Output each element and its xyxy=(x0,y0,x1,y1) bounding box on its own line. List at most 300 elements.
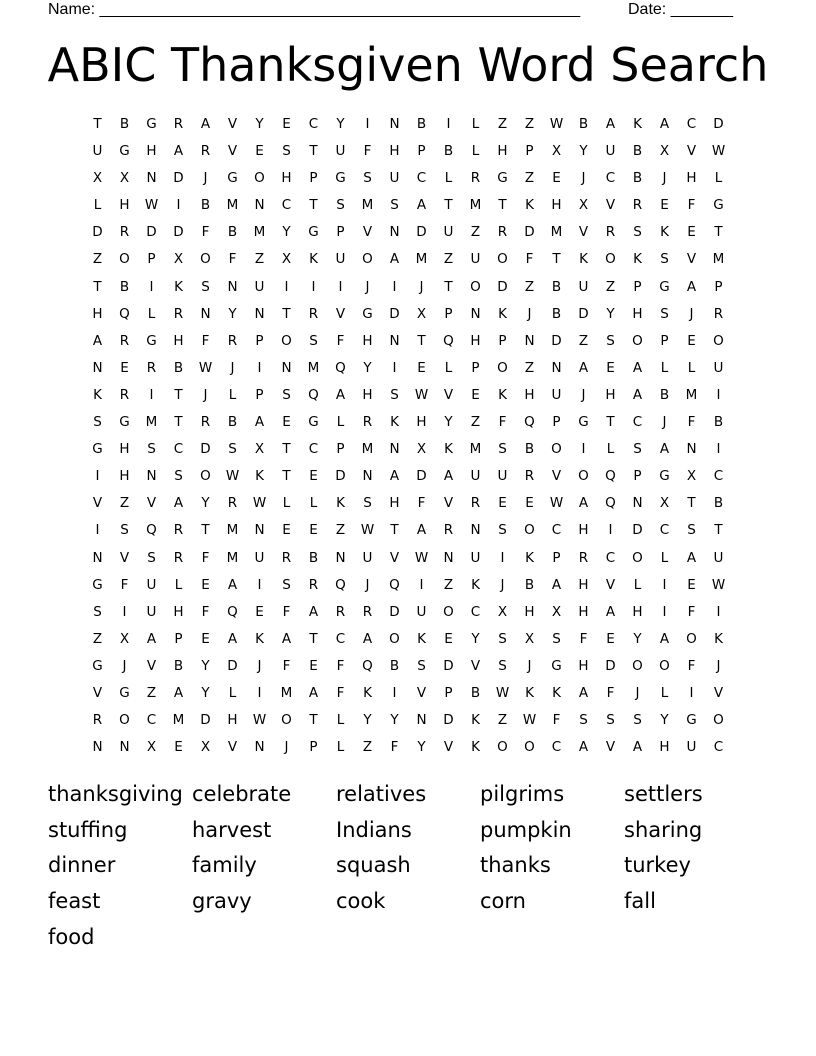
grid-cell: P xyxy=(552,414,561,431)
grid-cell: N xyxy=(254,305,265,322)
grid-cell: Z xyxy=(524,278,535,295)
grid-cell: V xyxy=(119,549,130,566)
grid-cell: S xyxy=(390,386,399,403)
grid-cell: A xyxy=(281,630,292,647)
grid-cell: S xyxy=(660,251,669,268)
grid-cell: K xyxy=(471,739,480,756)
grid-cell: N xyxy=(470,305,481,322)
grid-cell: M xyxy=(712,251,725,268)
grid-cell: L xyxy=(444,170,453,187)
grid-cell: F xyxy=(336,657,345,674)
grid-cell: I xyxy=(338,278,343,295)
grid-cell: S xyxy=(282,386,291,403)
grid-cell: Z xyxy=(524,359,535,376)
grid-cell: O xyxy=(281,332,292,349)
grid-cell: N xyxy=(389,441,400,458)
grid-cell: A xyxy=(605,603,616,620)
grid-cell: U xyxy=(416,603,427,620)
grid-cell: A xyxy=(335,386,346,403)
grid-cell: F xyxy=(363,143,372,160)
grid-cell: F xyxy=(201,549,210,566)
grid-cell: P xyxy=(633,278,642,295)
grid-row xyxy=(84,192,732,219)
word-list-item: settlers xyxy=(624,782,703,806)
grid-cell: I xyxy=(122,603,127,620)
word-list-item: food xyxy=(48,924,95,949)
grid-cell: O xyxy=(200,251,211,268)
grid-cell: Y xyxy=(606,305,615,322)
grid-cell: U xyxy=(605,143,616,160)
grid-cell: G xyxy=(308,414,319,431)
grid-cell: E xyxy=(525,495,534,512)
grid-cell: A xyxy=(92,332,103,349)
grid-cell: Z xyxy=(335,522,346,539)
grid-cell: O xyxy=(497,739,508,756)
grid-cell: T xyxy=(282,468,291,485)
grid-cell: R xyxy=(173,116,184,132)
word-list-item: Indians xyxy=(336,817,412,842)
grid-row xyxy=(84,626,732,653)
grid-cell: I xyxy=(500,549,505,566)
grid-cell: Z xyxy=(92,251,103,268)
grid-row xyxy=(84,463,732,490)
grid-cell: Z xyxy=(119,495,130,512)
grid-cell: B xyxy=(173,359,184,376)
grid-cell: F xyxy=(687,414,696,431)
grid-cell: A xyxy=(227,630,238,647)
grid-cell: G xyxy=(92,657,103,674)
page-title: ABIC Thanksgiven Word Search xyxy=(47,38,769,92)
grid-cell: N xyxy=(119,739,130,756)
grid-cell: X xyxy=(524,630,535,647)
grid-cell: U xyxy=(686,739,697,756)
grid-cell: F xyxy=(687,197,696,214)
grid-row xyxy=(84,653,732,680)
grid-cell: S xyxy=(687,522,696,539)
grid-cell: B xyxy=(200,197,211,214)
grid-cell: A xyxy=(632,359,643,376)
grid-cell: T xyxy=(714,522,723,539)
grid-cell: F xyxy=(579,630,588,647)
word-list-item: family xyxy=(192,853,257,878)
grid-row xyxy=(84,436,732,463)
grid-cell: Z xyxy=(362,739,373,756)
grid-cell: P xyxy=(417,143,426,160)
grid-cell: L xyxy=(228,386,237,403)
grid-cell: U xyxy=(497,468,508,485)
grid-cell: V xyxy=(470,657,481,674)
grid-cell: A xyxy=(416,522,427,539)
grid-cell: L xyxy=(471,116,480,132)
grid-cell: F xyxy=(525,251,534,268)
grid-cell: U xyxy=(254,278,265,295)
grid-cell: T xyxy=(174,414,183,431)
grid-cell: E xyxy=(120,359,129,376)
grid-cell: H xyxy=(362,386,373,403)
grid-cell: P xyxy=(471,359,480,376)
grid-cell: U xyxy=(335,251,346,268)
grid-cell: N xyxy=(254,522,265,539)
grid-cell: U xyxy=(470,549,481,566)
grid-cell: T xyxy=(687,495,696,512)
grid-cell: B xyxy=(524,576,535,593)
grid-cell: M xyxy=(469,197,482,214)
grid-cell: O xyxy=(443,603,454,620)
grid-cell: R xyxy=(335,603,346,620)
grid-cell: U xyxy=(146,603,157,620)
grid-cell: H xyxy=(173,603,184,620)
grid-cell: H xyxy=(470,332,481,349)
grid-cell: E xyxy=(309,468,318,485)
grid-cell: I xyxy=(257,576,262,593)
grid-cell: F xyxy=(201,332,210,349)
grid-cell: R xyxy=(524,468,535,485)
grid-cell: B xyxy=(551,278,562,295)
grid-cell: K xyxy=(309,251,318,268)
grid-cell: S xyxy=(498,441,507,458)
grid-cell: L xyxy=(660,549,669,566)
grid-cell: N xyxy=(254,197,265,214)
grid-cell: A xyxy=(173,143,184,160)
grid-row xyxy=(84,246,732,273)
grid-cell: E xyxy=(417,359,426,376)
grid-row xyxy=(84,274,732,301)
grid-cell: I xyxy=(149,386,154,403)
grid-cell: O xyxy=(578,468,589,485)
grid-cell: A xyxy=(173,495,184,512)
grid-cell: Y xyxy=(363,712,372,729)
grid-cell: R xyxy=(92,712,103,729)
grid-cell: H xyxy=(605,386,616,403)
grid-cell: E xyxy=(606,630,615,647)
grid-cell: T xyxy=(444,278,453,295)
grid-cell: G xyxy=(146,332,157,349)
grid-cell: L xyxy=(282,495,291,512)
grid-cell: L xyxy=(147,305,156,322)
grid-cell: V xyxy=(92,684,103,701)
grid-cell: H xyxy=(497,143,508,160)
grid-cell: I xyxy=(419,576,424,593)
grid-cell: W xyxy=(711,143,726,160)
grid-cell: B xyxy=(524,441,535,458)
grid-cell: X xyxy=(659,143,670,160)
grid-cell: F xyxy=(552,712,561,729)
grid-cell: Z xyxy=(497,116,508,132)
grid-cell: K xyxy=(525,197,534,214)
grid-cell: M xyxy=(226,522,239,539)
grid-cell: U xyxy=(146,576,157,593)
grid-cell: X xyxy=(173,251,184,268)
grid-cell: V xyxy=(227,116,238,132)
date-field[interactable]: Date: _______ xyxy=(628,1,733,18)
grid-cell: T xyxy=(309,143,318,160)
grid-cell: X xyxy=(119,170,130,187)
grid-cell: Z xyxy=(497,712,508,729)
grid-cell: S xyxy=(606,332,615,349)
grid-cell: R xyxy=(470,495,481,512)
grid-cell: I xyxy=(662,576,667,593)
grid-cell: I xyxy=(392,684,397,701)
grid-cell: Z xyxy=(524,116,535,132)
grid-cell: L xyxy=(660,359,669,376)
grid-cell: A xyxy=(308,603,319,620)
grid-cell: L xyxy=(174,576,183,593)
grid-cell: G xyxy=(362,305,373,322)
grid-row xyxy=(84,165,732,192)
grid-cell: H xyxy=(524,603,535,620)
grid-cell: E xyxy=(201,630,210,647)
grid-cell: D xyxy=(146,224,157,241)
grid-cell: F xyxy=(120,576,129,593)
grid-cell: O xyxy=(470,278,481,295)
grid-cell: A xyxy=(578,495,589,512)
word-list-item: harvest xyxy=(192,817,272,842)
grid-cell: A xyxy=(416,197,427,214)
grid-cell: E xyxy=(282,522,291,539)
grid-cell: I xyxy=(95,468,100,485)
grid-cell: C xyxy=(308,116,319,132)
grid-cell: G xyxy=(659,278,670,295)
grid-cell: E xyxy=(255,143,264,160)
grid-cell: L xyxy=(444,359,453,376)
word-list-item: celebrate xyxy=(192,782,292,806)
grid-row xyxy=(84,382,732,409)
grid-cell: I xyxy=(176,197,181,214)
grid-cell: Y xyxy=(201,495,210,512)
grid-cell: H xyxy=(281,170,292,187)
grid-cell: M xyxy=(361,441,374,458)
grid-cell: F xyxy=(336,684,345,701)
grid-cell: T xyxy=(498,197,507,214)
grid-cell: H xyxy=(227,712,238,729)
grid-cell: D xyxy=(443,712,454,729)
grid-cell: N xyxy=(443,549,454,566)
grid-cell: U xyxy=(335,143,346,160)
grid-cell: B xyxy=(119,278,130,295)
grid-cell: D xyxy=(227,657,238,674)
grid-cell: Q xyxy=(605,468,616,485)
grid-cell: R xyxy=(443,522,454,539)
grid-cell: S xyxy=(93,414,102,431)
grid-cell: N xyxy=(632,495,643,512)
grid-cell: Z xyxy=(605,278,616,295)
grid-cell: D xyxy=(551,332,562,349)
grid-cell: G xyxy=(686,712,697,729)
grid-cell: Q xyxy=(443,332,454,349)
grid-cell: M xyxy=(685,386,698,403)
grid-cell: D xyxy=(497,278,508,295)
grid-cell: P xyxy=(255,332,264,349)
grid-cell: V xyxy=(227,143,238,160)
grid-cell: B xyxy=(659,386,670,403)
grid-cell: M xyxy=(550,224,563,241)
grid-cell: J xyxy=(689,305,694,322)
grid-row xyxy=(84,301,732,328)
grid-cell: R xyxy=(200,414,211,431)
grid-cell: T xyxy=(606,414,615,431)
grid-cell: N xyxy=(227,278,238,295)
grid-row xyxy=(84,734,732,761)
grid-cell: K xyxy=(498,305,507,322)
grid-cell: M xyxy=(253,224,266,241)
grid-cell: M xyxy=(469,441,482,458)
grid-cell: K xyxy=(525,549,534,566)
grid-cell: A xyxy=(146,630,157,647)
grid-cell: E xyxy=(444,630,453,647)
grid-cell: D xyxy=(92,224,103,241)
grid-cell: A xyxy=(578,739,589,756)
grid-cell: P xyxy=(174,630,183,647)
grid-cell: N xyxy=(92,359,103,376)
word-list-item: squash xyxy=(336,853,411,878)
grid-cell: K xyxy=(579,251,588,268)
grid-cell: I xyxy=(608,522,613,539)
grid-cell: V xyxy=(605,197,616,214)
grid-cell: N xyxy=(551,359,562,376)
grid-cell: R xyxy=(308,576,319,593)
grid-cell: Y xyxy=(201,684,210,701)
grid-cell: F xyxy=(390,739,399,756)
grid-cell: P xyxy=(309,170,318,187)
grid-cell: R xyxy=(227,332,238,349)
grid-cell: C xyxy=(632,414,643,431)
grid-cell: R xyxy=(227,495,238,512)
grid-cell: U xyxy=(362,549,373,566)
grid-row xyxy=(84,490,732,517)
grid-cell: L xyxy=(309,495,318,512)
grid-cell: B xyxy=(470,684,481,701)
grid-cell: W xyxy=(414,549,429,566)
grid-cell: N xyxy=(92,549,103,566)
grid-cell: R xyxy=(119,386,130,403)
grid-cell: O xyxy=(389,630,400,647)
grid-cell: J xyxy=(365,278,370,295)
grid-cell: A xyxy=(551,576,562,593)
grid-cell: P xyxy=(552,549,561,566)
word-list-item: corn xyxy=(480,889,526,914)
grid-cell: M xyxy=(226,549,239,566)
grid-cell: E xyxy=(552,170,561,187)
grid-cell: N xyxy=(416,712,427,729)
grid-cell: M xyxy=(172,712,185,729)
grid-cell: X xyxy=(146,739,157,756)
grid-cell: J xyxy=(581,386,586,403)
grid-cell: O xyxy=(551,441,562,458)
grid-cell: K xyxy=(471,712,480,729)
grid-cell: K xyxy=(552,684,561,701)
grid-cell: D xyxy=(335,468,346,485)
grid-cell: W xyxy=(225,468,240,485)
grid-cell: I xyxy=(392,278,397,295)
grid-cell: J xyxy=(203,170,208,187)
word-list-item: feast xyxy=(48,889,101,914)
grid-cell: Z xyxy=(443,251,454,268)
grid-cell: U xyxy=(254,549,265,566)
grid-cell: N xyxy=(146,468,157,485)
grid-cell: Q xyxy=(335,576,346,593)
word-list-item: dinner xyxy=(48,853,116,878)
grid-cell: J xyxy=(284,739,289,756)
grid-cell: E xyxy=(255,603,264,620)
grid-cell: A xyxy=(362,630,373,647)
grid-cell: A xyxy=(632,739,643,756)
grid-cell: C xyxy=(686,116,697,132)
grid-cell: U xyxy=(443,224,454,241)
grid-cell: O xyxy=(362,251,373,268)
grid-cell: U xyxy=(551,386,562,403)
grid-cell: G xyxy=(713,197,724,214)
grid-cell: X xyxy=(551,143,562,160)
grid-cell: T xyxy=(93,278,102,295)
grid-cell: E xyxy=(687,332,696,349)
grid-cell: R xyxy=(362,414,373,431)
grid-cell: V xyxy=(443,495,454,512)
grid-cell: S xyxy=(498,657,507,674)
word-list-item: sharing xyxy=(624,817,703,842)
grid-cell: A xyxy=(578,359,589,376)
grid-cell: U xyxy=(92,143,103,160)
grid-cell: R xyxy=(497,224,508,241)
grid-cell: T xyxy=(201,522,210,539)
grid-cell: H xyxy=(659,739,670,756)
grid-cell: N xyxy=(524,332,535,349)
header xyxy=(48,0,748,22)
word-list-item: pumpkin xyxy=(480,817,572,842)
grid-cell: S xyxy=(633,441,642,458)
grid-cell: G xyxy=(659,468,670,485)
word-list-item: turkey xyxy=(624,853,691,878)
grid-cell: B xyxy=(632,143,643,160)
grid-cell: J xyxy=(662,170,667,187)
grid-cell: W xyxy=(414,386,429,403)
grid-cell: C xyxy=(713,468,724,485)
grid-cell: V xyxy=(416,684,427,701)
grid-cell: W xyxy=(522,712,537,729)
grid-cell: H xyxy=(119,197,130,214)
grid-cell: G xyxy=(119,684,130,701)
grid-cell: S xyxy=(633,712,642,729)
grid-cell: P xyxy=(336,441,345,458)
grid-cell: H xyxy=(551,197,562,214)
grid-cell: V xyxy=(92,495,103,512)
grid-cell: S xyxy=(282,143,291,160)
grid-cell: H xyxy=(686,170,697,187)
grid-cell: J xyxy=(527,305,532,322)
grid-cell: C xyxy=(470,603,481,620)
grid-cell: K xyxy=(93,386,102,403)
grid-cell: Y xyxy=(660,712,669,729)
grid-cell: B xyxy=(227,414,238,431)
grid-cell: E xyxy=(606,359,615,376)
grid-cell: O xyxy=(713,712,724,729)
grid-cell: L xyxy=(606,441,615,458)
grid-cell: P xyxy=(147,251,156,268)
grid-cell: G xyxy=(227,170,238,187)
grid-row xyxy=(84,328,732,355)
grid-cell: H xyxy=(632,603,643,620)
grid-cell: X xyxy=(281,251,292,268)
grid-cell: X xyxy=(200,739,211,756)
grid-cell: P xyxy=(660,332,669,349)
grid-cell: S xyxy=(498,630,507,647)
grid-cell: S xyxy=(174,468,183,485)
grid-cell: V xyxy=(227,739,238,756)
grid-cell: A xyxy=(686,278,697,295)
grid-cell: T xyxy=(444,197,453,214)
grid-cell: I xyxy=(662,603,667,620)
grid-cell: Z xyxy=(443,576,454,593)
name-field[interactable]: Name: ______________________________________________________ xyxy=(48,1,581,18)
